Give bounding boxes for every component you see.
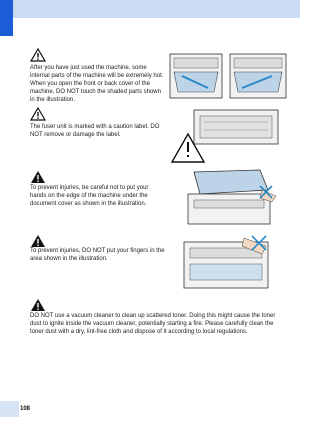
document-cover-warning-text: To prevent injuries, be careful not to put your hands on the edge of the machine under the document cover as shown in the illustration. bbox=[30, 185, 149, 207]
hot-parts-warning-text: After you have just used the machine, some internal parts of the machine will be extremely hot. When you open the front or back cover of the machine, DO NOT touch the shaded parts shown in the illustration. bbox=[30, 65, 164, 103]
page-number-bar bbox=[0, 401, 19, 417]
document-cover-illustration bbox=[174, 168, 284, 228]
finger-hazard-area-illustration bbox=[174, 234, 284, 292]
warning-icon bbox=[30, 234, 46, 248]
finger-area-warning-text: To prevent injuries, DO NOT put your fingers in the area shown in the illustration. bbox=[30, 248, 165, 262]
warning-icon bbox=[30, 298, 46, 312]
header-band bbox=[0, 0, 300, 18]
caution-icon bbox=[30, 107, 46, 121]
page-number: 108 bbox=[20, 406, 31, 412]
chapter-tab bbox=[0, 0, 13, 36]
fuser-caution-label-illustration bbox=[170, 108, 282, 166]
vacuum-cleaner-warning-text: DO NOT use a vacuum cleaner to clean up scattered toner. Doing this might cause the toner dust to ignite inside the vacuum cleaner, potentially starting a fire. Please carefully clean the toner dust with a dry, lint-free cloth and dispose of it according to local regulations. bbox=[30, 313, 276, 335]
warning-icon bbox=[30, 170, 46, 184]
caution-icon bbox=[30, 48, 46, 62]
fuser-label-warning-text: The fuser unit is marked with a caution label. DO NOT remove or damage the label. bbox=[30, 124, 160, 138]
hot-internal-parts-illustration bbox=[168, 48, 288, 102]
